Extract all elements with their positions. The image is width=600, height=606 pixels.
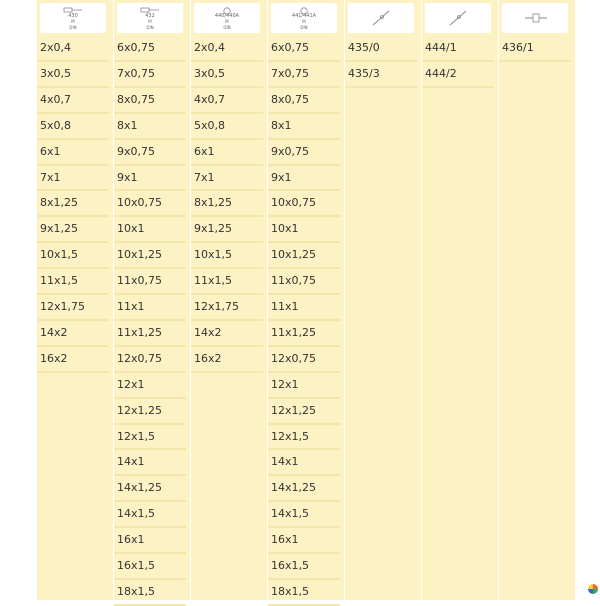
size-cell: 8x1 <box>271 118 292 132</box>
size-cell: 14x1,5 <box>271 507 310 521</box>
size-cell: 10x1,25 <box>117 248 162 262</box>
size-cell: 11x1 <box>271 300 299 313</box>
size-column <box>499 0 575 600</box>
header-caption: 441/441A <box>291 13 317 19</box>
size-cell: 5x0,8 <box>194 118 226 132</box>
size-cell: 435/0 <box>348 41 380 54</box>
size-cell: 12x1,5 <box>271 429 310 443</box>
column-header <box>40 3 106 33</box>
size-cell: 436/1 <box>502 41 534 54</box>
size-cell: 11x1,5 <box>194 274 233 288</box>
size-cell: 12x0,75 <box>271 351 316 365</box>
size-cell: 8x0,75 <box>271 92 310 106</box>
size-cell: 7x1 <box>194 170 215 184</box>
header-caption: 440/440A <box>214 13 240 19</box>
diagonal-tool-icon <box>348 3 414 33</box>
size-cell: 11x0,75 <box>117 274 162 288</box>
size-cell: 9x0,75 <box>117 144 156 158</box>
size-cell: 12x1,75 <box>194 300 239 313</box>
brand-logo-icon <box>588 584 598 594</box>
size-cell: 12x0,75 <box>117 351 162 365</box>
size-column <box>37 0 113 600</box>
size-cell: 2x0,4 <box>40 41 72 54</box>
size-cell: 12x1,75 <box>40 300 85 313</box>
size-cell: 444/1 <box>425 41 457 54</box>
header-caption: DIN <box>300 25 308 30</box>
size-cell: 444/2 <box>425 66 457 80</box>
row-divider <box>268 604 340 606</box>
size-cell: 18x1,5 <box>117 584 156 598</box>
size-cell: 9x1,25 <box>194 222 233 236</box>
size-cell: 12x1,25 <box>271 403 316 417</box>
header-caption: M <box>302 19 306 24</box>
header-caption: DIN <box>146 25 154 30</box>
header-caption: 430 <box>68 13 78 19</box>
size-cell: 11x1,25 <box>117 325 162 339</box>
size-cell: 12x1 <box>117 377 145 391</box>
size-cell: 2x0,4 <box>194 41 226 54</box>
size-cell: 16x1 <box>117 533 145 547</box>
size-cell: 14x2 <box>194 325 222 339</box>
size-column <box>345 0 421 600</box>
size-column <box>191 0 267 600</box>
size-cell: 10x1 <box>271 222 299 236</box>
size-cell: 6x1 <box>194 144 215 158</box>
size-cell: 10x0,75 <box>117 196 162 210</box>
header-caption: DIN <box>223 25 231 30</box>
size-cell: 14x1 <box>117 455 145 469</box>
size-cell: 14x1 <box>271 455 299 469</box>
size-column <box>268 0 344 600</box>
size-column <box>422 0 498 600</box>
size-column <box>114 0 190 600</box>
size-cell: 18x1,5 <box>271 584 310 598</box>
size-cell: 12x1,5 <box>117 429 156 443</box>
size-cell: 16x2 <box>40 351 68 365</box>
size-cell: 6x1 <box>40 144 61 158</box>
header-caption: M <box>225 19 229 24</box>
column-header <box>348 3 414 33</box>
size-cell: 14x1,25 <box>271 481 316 495</box>
size-cell: 9x1 <box>117 170 138 184</box>
size-cell: 11x1,25 <box>271 325 316 339</box>
header-caption: 432 <box>145 13 155 19</box>
size-cell: 16x2 <box>194 351 222 365</box>
column-header <box>194 3 260 33</box>
row-divider <box>114 604 186 606</box>
row-divider <box>422 86 494 88</box>
size-cell: 9x0,75 <box>271 144 310 158</box>
size-table <box>37 0 563 600</box>
size-cell: 9x1 <box>271 170 292 184</box>
column-header <box>425 3 491 33</box>
size-cell: 10x1,5 <box>40 248 79 262</box>
size-cell: 12x1,25 <box>117 403 162 417</box>
size-cell: 8x1 <box>117 118 138 132</box>
size-cell: 14x1,5 <box>117 507 156 521</box>
row-divider <box>499 60 571 62</box>
header-caption: M <box>148 19 152 24</box>
header-caption: DIN <box>69 25 77 30</box>
column-header <box>502 3 568 33</box>
size-cell: 16x1 <box>271 533 299 547</box>
size-cell: 4x0,7 <box>194 92 226 106</box>
size-cell: 11x1 <box>117 300 145 313</box>
size-cell: 14x1,25 <box>117 481 162 495</box>
size-cell: 6x0,75 <box>117 41 156 54</box>
size-cell: 9x1,25 <box>40 222 79 236</box>
size-cell: 7x1 <box>40 170 61 184</box>
row-divider <box>345 86 417 88</box>
row-divider <box>37 371 109 373</box>
header-caption: M <box>71 19 75 24</box>
size-cell: 11x0,75 <box>271 274 316 288</box>
size-cell: 8x0,75 <box>117 92 156 106</box>
size-cell: 16x1,5 <box>271 559 310 572</box>
size-cell: 14x2 <box>40 325 68 339</box>
size-cell: 6x0,75 <box>271 41 310 54</box>
row-divider <box>191 371 263 373</box>
size-cell: 16x1,5 <box>117 559 156 572</box>
size-cell: 12x1 <box>271 377 299 391</box>
size-cell: 10x1 <box>117 222 145 236</box>
size-cell: 7x0,75 <box>117 66 156 80</box>
size-cell: 3x0,5 <box>194 66 226 80</box>
size-cell: 8x1,25 <box>40 196 79 210</box>
size-cell: 11x1,5 <box>40 274 79 288</box>
wrench-tool-icon <box>502 3 568 33</box>
size-cell: 10x0,75 <box>271 196 316 210</box>
size-cell: 10x1,5 <box>194 248 233 262</box>
size-cell: 8x1,25 <box>194 196 233 210</box>
column-header <box>271 3 337 33</box>
size-cell: 3x0,5 <box>40 66 72 80</box>
size-cell: 7x0,75 <box>271 66 310 80</box>
size-cell: 4x0,7 <box>40 92 72 106</box>
size-cell: 5x0,8 <box>40 118 72 132</box>
size-cell: 435/3 <box>348 66 380 80</box>
size-cell: 10x1,25 <box>271 248 316 262</box>
diagonal-tool-icon <box>425 3 491 33</box>
column-header <box>117 3 183 33</box>
